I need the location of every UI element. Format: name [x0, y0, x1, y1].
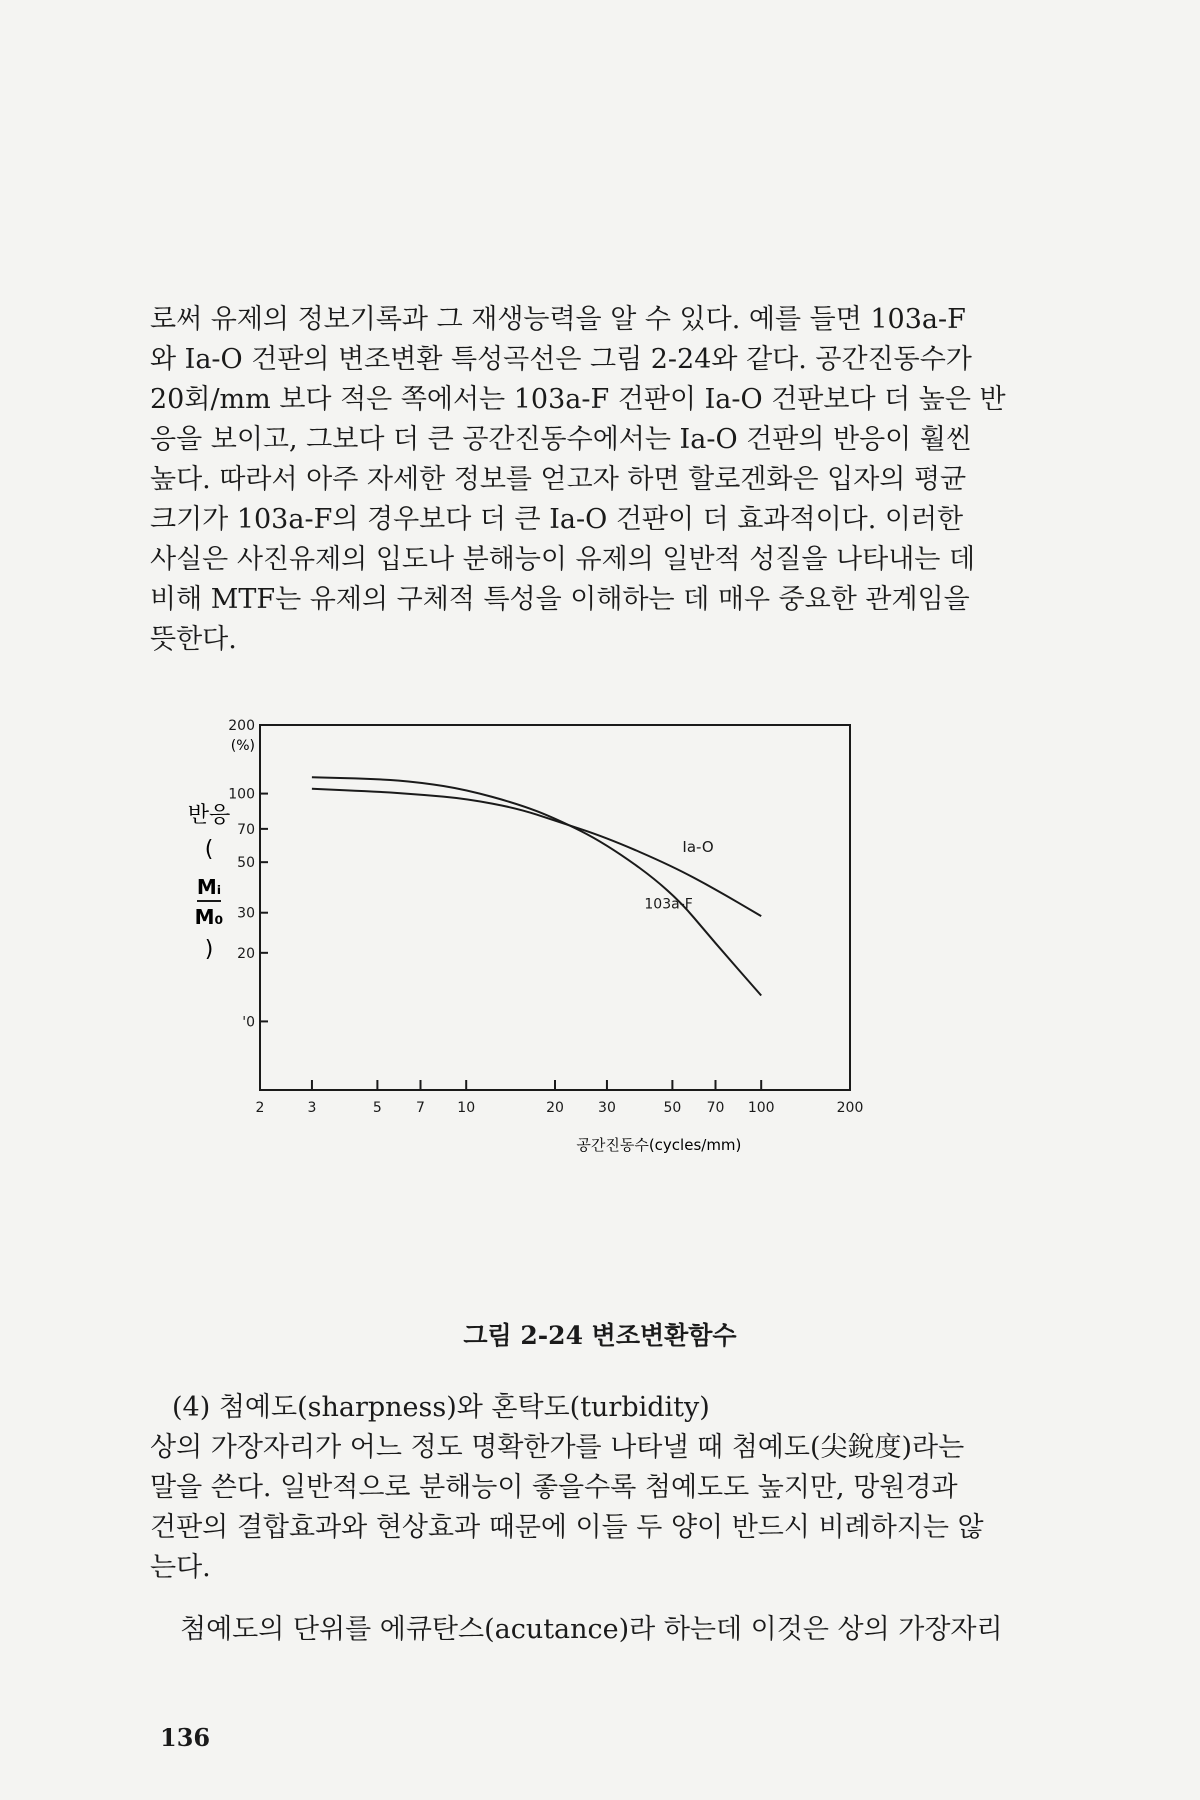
y-axis-unit: (%): [230, 738, 255, 754]
text-line: 사실은 사진유제의 입도나 분해능이 유제의 일반적 성질을 나타내는 데: [150, 544, 976, 575]
text-line: 20회/mm 보다 적은 쪽에서는 103a-F 건판이 Ia-O 건판보다 더 높은 반: [150, 384, 1006, 415]
figure-caption: 그림 2-24 변조변환함수: [463, 1321, 737, 1350]
text-line: 상의 가장자리가 어느 정도 명확한가를 나타낼 때 첨예도(尖銳度)라는: [150, 1432, 965, 1463]
body-paragraph-2: [150, 1428, 1055, 1588]
y-tick-label: 100: [228, 786, 255, 803]
x-tick-label: 7: [416, 1100, 425, 1116]
section-heading: (4) 첨예도(sharpness)와 혼탁도(turbidity): [172, 1392, 710, 1423]
body-paragraph-1: [150, 300, 1055, 660]
y-tick-label: '0: [242, 1014, 255, 1031]
x-tick-label: 2: [255, 1100, 265, 1116]
plot-frame: [260, 725, 850, 1090]
text-line: 응을 보이고, 그보다 더 큰 공간진동수에서는 Ia-O 건판의 반응이 훨씬: [150, 424, 972, 455]
series-line-103a-f: [312, 777, 761, 995]
y-axis-paren-close: ): [204, 937, 214, 962]
x-axis-title: 공간진동수(cycles/mm): [576, 1136, 742, 1154]
y-axis-fraction-denominator: M₀: [194, 905, 224, 929]
series-label-ia-o: Ia-O: [682, 838, 714, 857]
y-axis-fraction-numerator: Mᵢ: [196, 875, 222, 899]
text-line: 로써 유제의 정보기록과 그 재생능력을 알 수 있다. 예를 들면 103a-F: [150, 304, 966, 335]
x-tick-label: 30: [598, 1100, 616, 1116]
mtf-chart: [180, 700, 1000, 1300]
y-tick-label: 20: [237, 945, 255, 962]
text-line: 말을 쓴다. 일반적으로 분해능이 좋을수록 첨예도도 높지만, 망원경과: [150, 1472, 958, 1503]
y-axis-label: [188, 803, 231, 962]
y-tick-label: 70: [237, 821, 255, 838]
text-line: 첨예도의 단위를 에큐탄스(acutance)라 하는데 이것은 상의 가장자리: [180, 1614, 1003, 1645]
x-tick-label: 3: [307, 1100, 317, 1116]
y-tick-label: 50: [237, 855, 255, 872]
text-line: 건판의 결합효과와 현상효과 때문에 이들 두 양이 반드시 비례하지는 않: [150, 1512, 984, 1543]
body-paragraph-3: [150, 1610, 1055, 1650]
x-tick-label: 70: [706, 1100, 725, 1116]
series-label-103a-f: 103a-F: [644, 896, 693, 913]
x-tick-label: 100: [747, 1100, 775, 1116]
text-line: 와 Ia-O 건판의 변조변환 특성곡선은 그림 2-24와 같다. 공간진동수가: [150, 344, 972, 375]
y-axis-label-word: 반응: [187, 803, 231, 828]
text-line: 는다.: [150, 1552, 211, 1583]
text-line: 크기가 103a-F의 경우보다 더 큰 Ia-O 건판이 더 효과적이다. 이러한: [150, 504, 964, 535]
text-line: 비해 MTF는 유제의 구체적 특성을 이해하는 데 매우 중요한 관계임을: [150, 584, 970, 615]
plot-area: [228, 718, 863, 1116]
x-tick-label: 50: [663, 1100, 682, 1116]
y-tick-label: 200: [228, 718, 255, 734]
text-line: 높다. 따라서 아주 자세한 정보를 얻고자 하면 할로겐화은 입자의 평균: [150, 464, 967, 495]
x-tick-label: 5: [372, 1100, 382, 1116]
x-tick-label: 20: [546, 1100, 564, 1116]
page-number: 136: [160, 1723, 211, 1752]
y-axis-paren-open: (: [204, 837, 214, 862]
x-tick-label: 10: [457, 1100, 476, 1116]
x-tick-label: 200: [836, 1100, 864, 1116]
y-tick-label: 30: [237, 905, 255, 922]
text-line: 뜻한다.: [150, 624, 237, 655]
